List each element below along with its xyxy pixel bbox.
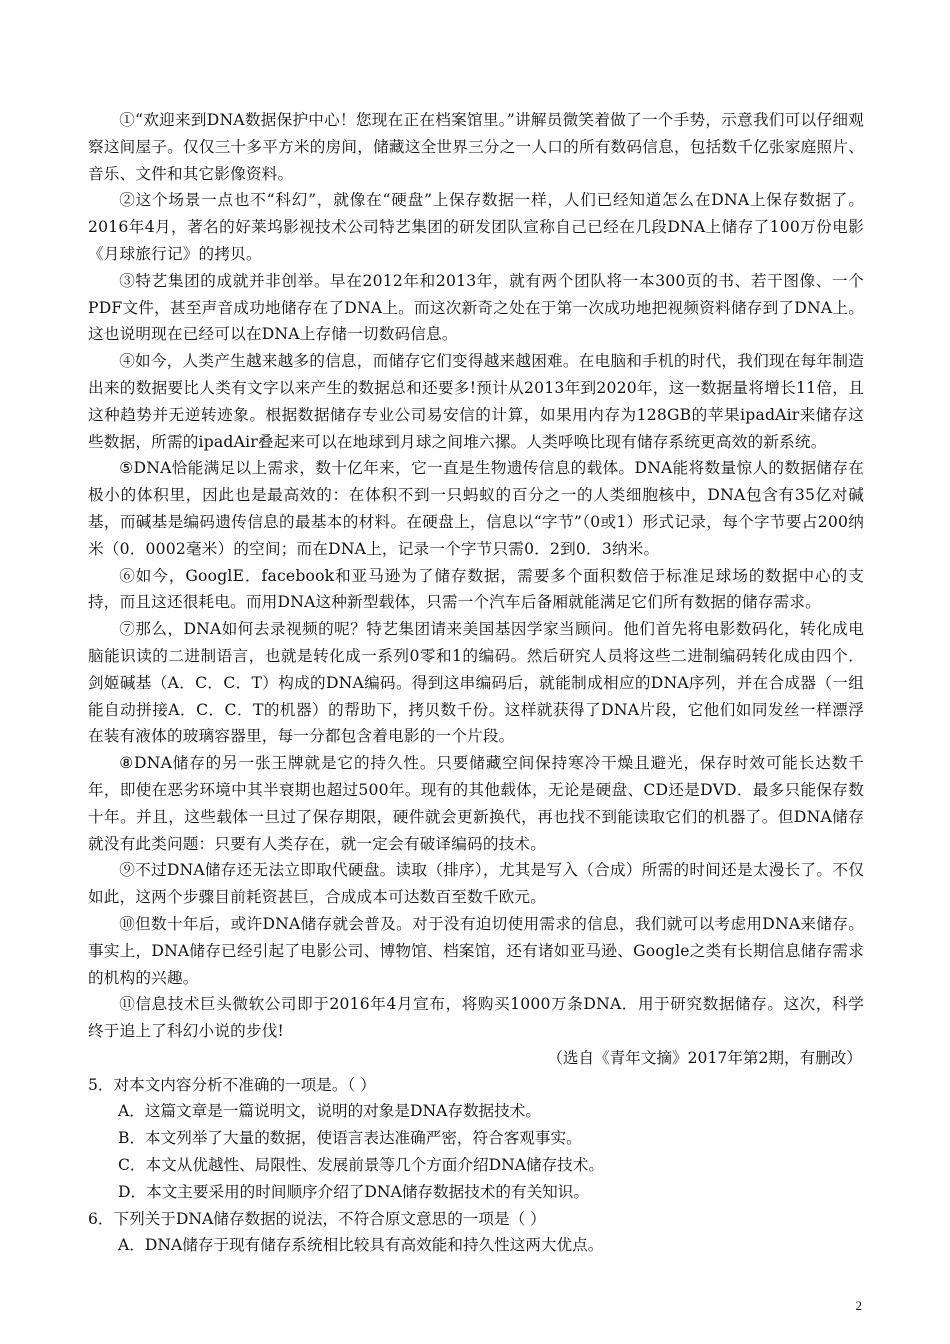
paragraph-4: ④如今，人类产生越来越多的信息，而储存它们变得越来越困难。在电脑和手机的时代，我们现在每年制造出来的数据要比人类有文字以来产生的数据总和还要多!预计从2013年到2020年，这一数据量将增长11倍，且这种趋势并无逆转迹象。根据数据储存专业公司易安信的计算，如果用内存为128GB的苹果ipadAir来储存这些数据，所需的ipadAir叠起来可以在地球到月球之间堆六摞。人类呼唤比现有储存系统更高效的新系统。 bbox=[88, 352, 864, 451]
paragraph-11: ⑪信息技术巨头微软公司即于2016年4月宣布，将购买1000万条DNA．用于研究数据储存。这次，科学终于追上了科幻小说的步伐! bbox=[88, 995, 864, 1041]
question-stem: 5．对本文内容分析不准确的一项是。（ ） bbox=[88, 1075, 376, 1094]
option-c: C．本文从优越性、局限性、发展前景等几个方面介绍DNA储存技术。 bbox=[118, 1156, 604, 1175]
paragraph-9: ⑨不过DNA储存还无法立即取代硬盘。读取（排序），尤其是写入（合成）所需的时间还是太漫长了。不仅如此，这两个步骤目前耗资甚巨，合成成本可达数百至数千欧元。 bbox=[88, 861, 864, 907]
option-b: B．本文列举了大量的数据，使语言表达准确严密，符合客观事实。 bbox=[118, 1129, 582, 1148]
question-5 bbox=[88, 1072, 864, 1206]
paragraph-2: ②这个场景一点也不“科幻”，就像在“硬盘”上保存数据一样，人们已经知道怎么在DNA上保存数据了。2016年4月，著名的好莱坞影视技术公司特艺集团的研发团队宣称自己已经在几段DNA上储存了100万份电影《月球旅行记》的拷贝。 bbox=[88, 191, 864, 263]
page-number: 2 bbox=[855, 1298, 862, 1313]
paragraph-8: ⑧DNA储存的另一张王牌就是它的持久性。只要储藏空间保持寒冷干燥且避光，保存时效可能长达数千年，即使在恶劣环境中其半衰期也超过500年。现有的其他载体，无论是硬盘、CD还是DVD．最多只能保存数十年。并且，这些载体一旦过了保存期限，硬件就会更新换代，再也找不到能读取它们的机器了。但DNA储存就没有此类问题：只要有人类存在，就一定会有破译编码的技术。 bbox=[88, 754, 864, 853]
question-6 bbox=[88, 1206, 864, 1260]
paragraph-7: ⑦那么，DNA如何去录视频的呢？特艺集团请来美国基因学家当顾问。他们首先将电影数码化，转化成电脑能识读的二进制语言，也就是转化成一系列0零和1的编码。然后研究人员将这些二进制编码转化成由四个．剑姬碱基（A．C．C．T）构成的DNA编码。得到这串编码后，就能制成相应的DNA序列，并在合成器（一组能自动拼接A．C．C．T的机器）的帮助下，拷贝数千份。这样就获得了DNA片段，它他们如同发丝一样漂浮在装有液体的玻璃容器里，每一分都包含着电影的一个片段。 bbox=[88, 620, 864, 746]
paragraph-3: ③特艺集团的成就并非创举。早在2012年和2013年，就有两个团队将一本300页的书、若干图像、一个PDF文件，甚至声音成功地储存在了DNA上。而这次新奇之处在于第一次成功地把视频资料储存到了DNA上。这也说明现在已经可以在DNA上存储一切数码信息。 bbox=[88, 271, 864, 344]
paragraph-6: ⑥如今，GooglE．facebook和亚马逊为了储存数据，需要多个面积数倍于标准足球场的数据中心的支持，而且这还很耗电。而用DNA这种新型载体，只需一个汽车后备厢就能满足它们所有数据的储存需求。 bbox=[88, 566, 864, 612]
question-stem: 6．下列关于DNA储存数据的说法，不符合原文意思的一项是（ ） bbox=[88, 1209, 546, 1228]
paragraph-5: ⑤DNA恰能满足以上需求，数十亿年来，它一直是生物遗传信息的载体。DNA能将数量惊人的数据储存在极小的体积里，因此也是最高效的：在体积不到一只蚂蚁的百分之一的人类细胞核中，DNA包含有35亿对碱基，而碱基是编码遗传信息的最基本的材料。在硬盘上，信息以“字节”（0或1）形式记录，每个字节要占200纳米（0．0002毫米）的空间；而在DNA上，记录一个字节只需0．2到0．3纳米。 bbox=[88, 459, 864, 558]
source-citation: （选自《青年文摘》2017年第2期，有删改） bbox=[547, 1048, 862, 1067]
document-page bbox=[88, 107, 864, 1259]
option-a: A．DNA储存于现有储存系统相比较具有高效能和持久性这两大优点。 bbox=[118, 1236, 604, 1255]
article-body bbox=[88, 107, 864, 1045]
paragraph-10: ⑩但数十年后，或许DNA储存就会普及。对于没有迫切使用需求的信息，我们就可以考虑用DNA来储存。事实上，DNA储存已经引起了电影公司、博物馆、档案馆，还有诸如亚马逊、Google之类有长期信息储存需求的机构的兴趣。 bbox=[88, 914, 864, 987]
option-a: A．这篇文章是一篇说明文，说明的对象是DNA存数据技术。 bbox=[118, 1102, 541, 1121]
paragraph-1: ①“欢迎来到DNA数据保护中心！您现在正在档案馆里。”讲解员微笑着做了一个手势，示意我们可以仔细观察这间屋子。仅仅三十多平方米的房间，储藏这全世界三分之一人口的所有数码信息，包括数千亿张家庭照片、音乐、文件和其它影像资料。 bbox=[88, 111, 864, 183]
option-d: D．本文主要采用的时间顺序介绍了DNA储存数据技术的有关知识。 bbox=[118, 1182, 589, 1201]
